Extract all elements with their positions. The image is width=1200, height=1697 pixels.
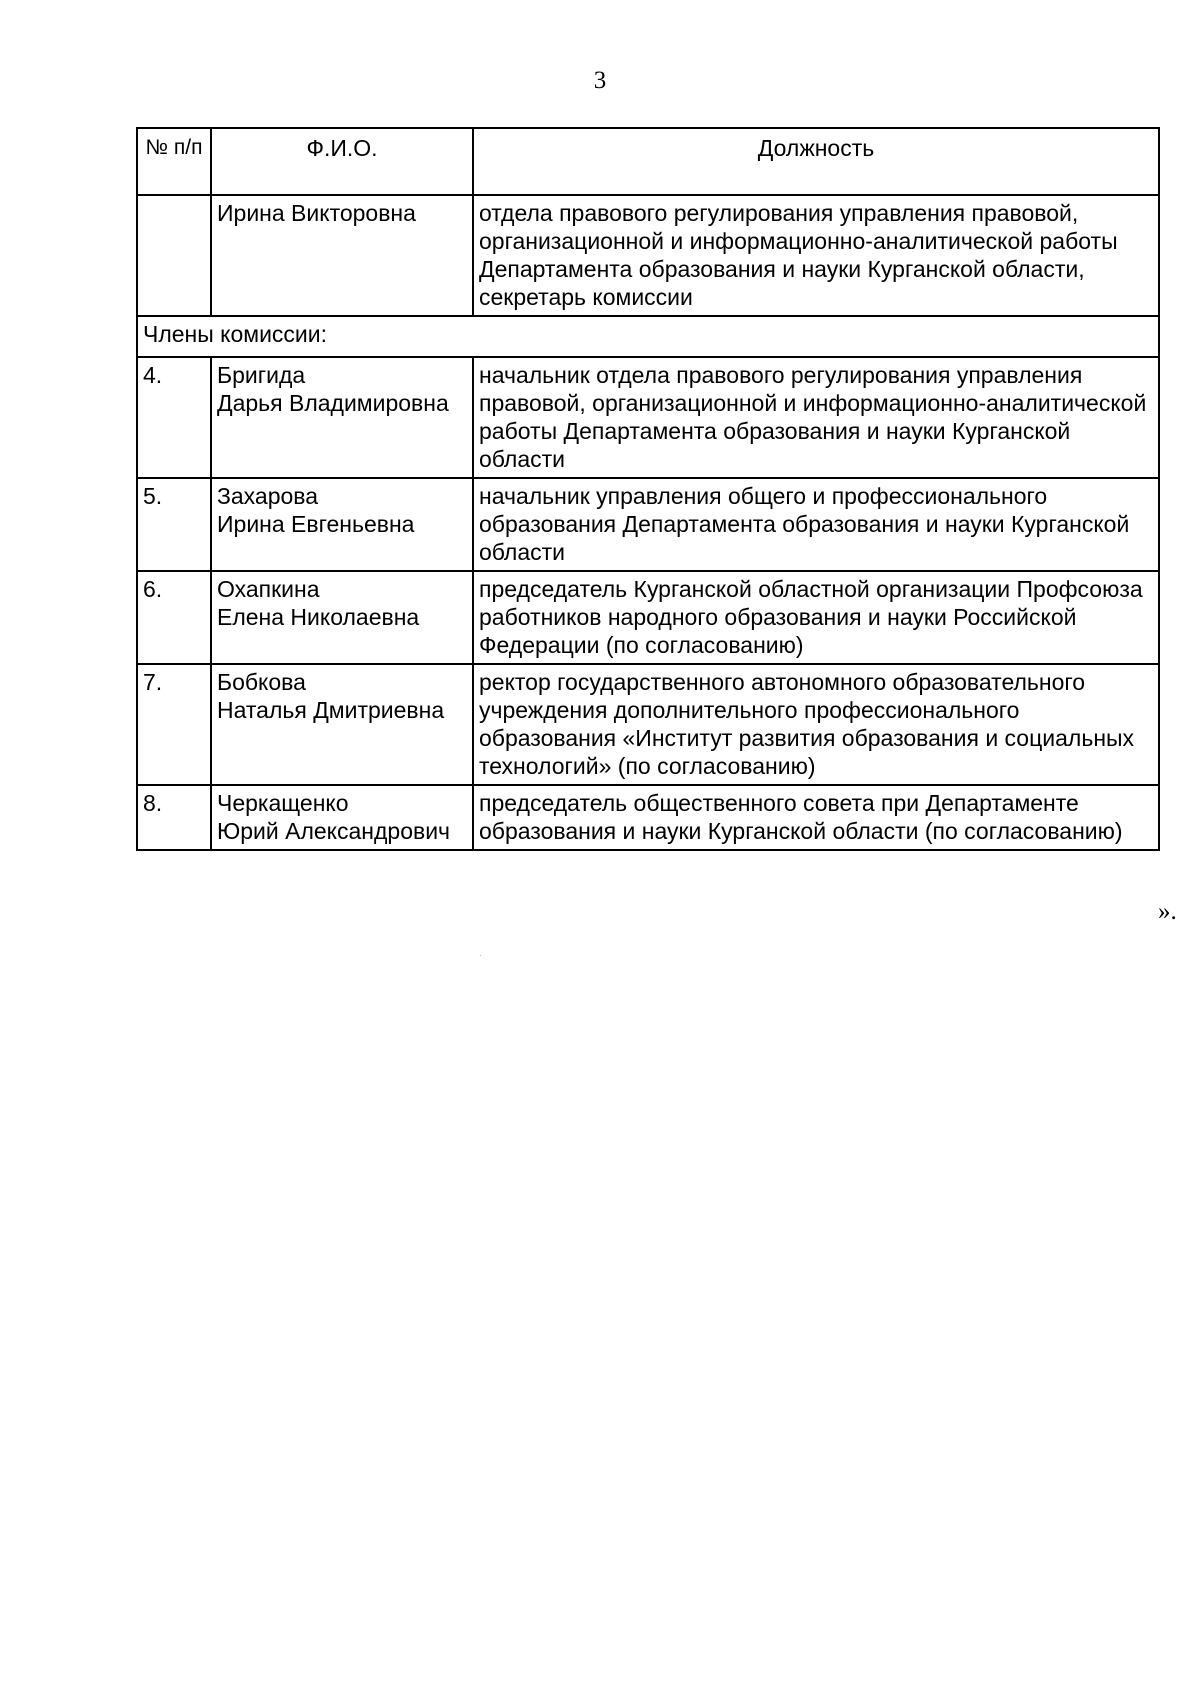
cell-name <box>211 664 473 785</box>
table-row <box>137 478 1159 571</box>
cell-position: отдела правового регулирования управления правовой, организационной и информационно-аналитической работы Департамента образования и науки Курганской области, секретарь комиссии <box>473 195 1159 316</box>
cell-position: председатель Курганской областной организации Профсоюза работников народного образования и науки Российской Федерации (по согласованию) <box>473 571 1159 664</box>
cell-position: председатель общественного совета при Департаменте образования и науки Курганской области (по согласованию) <box>473 785 1159 850</box>
member-surname: Захарова <box>217 483 319 509</box>
cell-number <box>137 195 211 316</box>
cell-position: начальник управления общего и профессионального образования Департамента образования и науки Курганской области <box>473 478 1159 571</box>
cell-name <box>211 571 473 664</box>
member-surname: Черкащенко <box>217 790 349 816</box>
cell-number: 5. <box>137 478 211 571</box>
member-given-names: Дарья Владимировна <box>217 390 449 416</box>
scan-artifact-dot <box>480 955 481 956</box>
cell-number: 8. <box>137 785 211 850</box>
cell-position: начальник отдела правового регулирования управления правовой, организационной и информационно-аналитической работы Департамента образования и науки Курганской области <box>473 357 1159 478</box>
cell-name <box>211 478 473 571</box>
cell-position: ректор государственного автономного образовательного учреждения дополнительного профессионального образования «Институт развития образования и социальных технологий» (по согласованию) <box>473 664 1159 785</box>
member-given-names: Елена Николаевна <box>217 604 420 630</box>
closing-quote: ». <box>1158 898 1177 925</box>
member-given-names: Наталья Дмитриевна <box>217 697 445 723</box>
member-surname: Бригида <box>217 362 306 388</box>
cell-number: 4. <box>137 357 211 478</box>
member-surname: Охапкина <box>217 576 320 602</box>
section-label: Члены комиссии: <box>137 316 1159 357</box>
table-row <box>137 357 1159 478</box>
cell-name: Ирина Викторовна <box>211 195 473 316</box>
header-position: Должность <box>473 128 1159 195</box>
header-number: № п/п <box>137 128 211 195</box>
section-row <box>137 316 1159 357</box>
cell-number: 7. <box>137 664 211 785</box>
header-name: Ф.И.О. <box>211 128 473 195</box>
cell-name <box>211 357 473 478</box>
table-row <box>137 664 1159 785</box>
member-given-names: Ирина Евгеньевна <box>217 511 415 537</box>
member-given-names: Юрий Александрович <box>217 818 451 844</box>
member-surname: Бобкова <box>217 669 306 695</box>
page-number: 3 <box>593 67 607 94</box>
cell-number: 6. <box>137 571 211 664</box>
table-header-row <box>137 128 1159 195</box>
commission-members-table <box>136 127 1160 851</box>
table-row <box>137 571 1159 664</box>
cell-name <box>211 785 473 850</box>
table-row <box>137 785 1159 850</box>
table-row-continued <box>137 195 1159 316</box>
